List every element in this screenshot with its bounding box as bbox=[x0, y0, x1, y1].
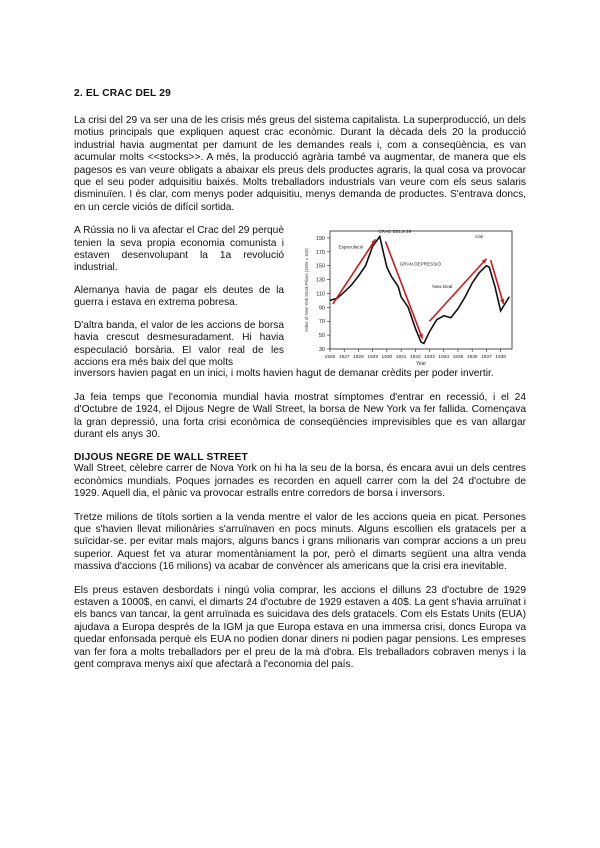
y-tick-label: 110 bbox=[316, 291, 325, 298]
annotation-3: New Deal bbox=[432, 284, 453, 290]
x-tick-label: 1931 bbox=[395, 355, 407, 361]
data-point bbox=[486, 265, 487, 266]
data-point bbox=[351, 285, 352, 286]
stock-price-chart bbox=[296, 225, 526, 367]
y-axis-label: Index of New York Stock Prices (1926 = 100) bbox=[304, 248, 309, 332]
data-point bbox=[479, 272, 480, 273]
x-tick-label: 1932 bbox=[409, 355, 421, 361]
data-point bbox=[504, 304, 505, 305]
paragraph-wall-street: Wall Street, cèlebre carrer de Nova York on hi ha la seu de la borsa, és encara avui un dels centres econòmics mundials. Poques jornades es recorden en aquell carrer com la del 24 d'octubre de 1929. Aquell dia, el pànic va provocar estralls entre corredors de borsa i inversors. bbox=[74, 463, 526, 500]
data-point bbox=[415, 328, 416, 329]
x-tick-label: 1934 bbox=[438, 355, 450, 361]
paragraph-speculation: D'altra banda, el valor de les accions de borsa havia crescut desmesuradament. Hi havia especulació borsària. El valor real de les accions era més baix del que molts bbox=[74, 319, 284, 368]
y-tick-label: 90 bbox=[318, 305, 325, 312]
x-axis-label: Year bbox=[415, 361, 427, 368]
chart-svg bbox=[296, 225, 526, 367]
data-point bbox=[379, 236, 380, 237]
y-tick-label: 150 bbox=[315, 263, 325, 270]
y-tick-label: 170 bbox=[315, 250, 325, 257]
x-tick-label: 1929 bbox=[367, 355, 378, 361]
paragraph-russia: A Rússia no li va afectar el Crac del 29 perquè tenien la seva propia economia comunista i estaven desenvolupant la 1a revolució industrial. bbox=[74, 225, 284, 274]
paragraph-panic: Tretze milions de títols sortien a la venda mentre el valor de les accions queia en picat. Persones que s'havien llevat milionàries s'arruïnaven en pocs minuts. Alguns escollien els gratacels per a suïcidar-se. per evitar mals majors, alguns bancs i grans milionaris van comprar accions a un preu superior. Aquest fet va aturar momentàniament la por, però el dimarts següent una altra venda massiva d'accions (16 milions) va acabar de convèncer als americans que la crisi era inevitable. bbox=[74, 511, 526, 573]
annotation-0: CRAC DELS 29 bbox=[378, 229, 412, 235]
data-point bbox=[358, 276, 359, 277]
y-tick-label: 190 bbox=[315, 236, 325, 243]
paragraph-prices: Els preus estaven desbordats i ningú volia comprar, les accions el dilluns 23 d'octubre de 1929 estaven a 1000$, en canvi, el dimarts 24 d'octubre de 1929 estaven a 40$. La gent s'havia arruïnat i els bancs van tancar, la gent arruïnada es suicidava des dels gratacels. Com els Estats Units (EUA) ajudava a Europa després de la IGM ja que Europa estava en una immersa crisi, doncs Europa va quedar enfonsada perquè els EUA no podien donar diners ni podien pagar pensions. Les empreses van fer fora a molts treballadors per el preu de la mà d'obra. Els treballadors cobraven menys i la gent comprava menys així que afectarà a l'economia del país. bbox=[74, 584, 526, 671]
data-point bbox=[423, 343, 424, 344]
section-heading-black-thursday: DIJOUS NEGRE DE WALL STREET bbox=[74, 452, 248, 464]
data-point bbox=[401, 297, 402, 298]
y-tick-label: 30 bbox=[318, 347, 325, 354]
annotation-4: crisi bbox=[475, 234, 484, 240]
data-point bbox=[489, 267, 490, 268]
data-point bbox=[344, 292, 345, 293]
y-tick-label: 130 bbox=[315, 277, 325, 284]
data-point bbox=[457, 308, 458, 309]
data-point bbox=[372, 246, 373, 247]
y-tick-label: 70 bbox=[318, 319, 325, 326]
x-tick-label: 1935 bbox=[452, 355, 464, 361]
data-point bbox=[429, 331, 430, 332]
left-column bbox=[74, 225, 284, 369]
y-tick-label: 50 bbox=[318, 333, 325, 340]
x-tick-label: 1927 bbox=[338, 355, 350, 361]
data-point bbox=[421, 342, 422, 343]
data-point bbox=[450, 318, 451, 319]
data-point bbox=[365, 265, 366, 266]
data-point bbox=[398, 286, 399, 287]
paragraph-intro: La crisi del 29 va ser una de les crisis més greus del sistema capitalista. La superproducció, un dels motius principals que expliquen aquest crac econòmic. Durant la dècada dels 20 la producció industrial havia augmentat per damunt de les demandes reals i, com a conseqüència, es van acumular molts <<stocks>>. A més, la producció agrària també va augmentar, de manera que els pagesos es van veure obligats a abaixar els preus dels productes agraris, la qual cosa va provocar que el seu poder adquisitiu baixés. Molts treballadors industrials van veure com els seus salaris disminuïen. I és clar, com menys poder adquisitiu, menys demanda de productes. S'entrava doncs, en un cercle viciós de difícil sortida. bbox=[74, 115, 526, 213]
data-point bbox=[386, 267, 387, 268]
data-point bbox=[391, 276, 392, 277]
x-tick-label: 1930 bbox=[381, 355, 393, 361]
figure-section bbox=[74, 225, 526, 369]
data-point bbox=[465, 297, 466, 298]
data-point bbox=[443, 315, 444, 316]
annotation-2: GRAN DEPRESSIÓ bbox=[399, 261, 442, 267]
data-point bbox=[408, 307, 409, 308]
document-page bbox=[74, 88, 526, 682]
data-point bbox=[509, 297, 510, 298]
x-tick-label: 1936 bbox=[466, 355, 478, 361]
x-tick-label: 1926 bbox=[324, 355, 336, 361]
paragraph-speculation-continued: inversors havien pagat en un inici, i molts havien hagut de demanar crèdits per poder invertir. bbox=[74, 368, 494, 380]
data-point bbox=[472, 283, 473, 284]
data-point bbox=[330, 300, 331, 301]
x-tick-label: 1933 bbox=[424, 355, 435, 361]
data-point bbox=[500, 311, 501, 312]
data-point bbox=[436, 320, 437, 321]
paragraph-depression: Ja feia temps que l'economia mundial havia mostrat símptomes d'entrar en recessió, i el 24 d'Octubre de 1924, el Dijous Negre de Wall Street, la borsa de New York va fer fallida. Començava la gran depressió, una forta crisi econòmica de conseqüències imprevisibles que es van allargar durant els anys 30. bbox=[74, 391, 526, 440]
page-title: 2. EL CRAC DEL 29 bbox=[74, 88, 172, 99]
annotation-1: Especulació bbox=[338, 244, 364, 250]
data-point bbox=[494, 286, 495, 287]
paragraph-germany: Alemanya havia de pagar els deutes de la guerra i estava en extrema pobresa. bbox=[74, 284, 284, 309]
x-tick-label: 1938 bbox=[495, 355, 506, 361]
x-tick-label: 1937 bbox=[481, 355, 492, 361]
x-tick-label: 1928 bbox=[353, 355, 364, 361]
data-point bbox=[384, 255, 385, 256]
